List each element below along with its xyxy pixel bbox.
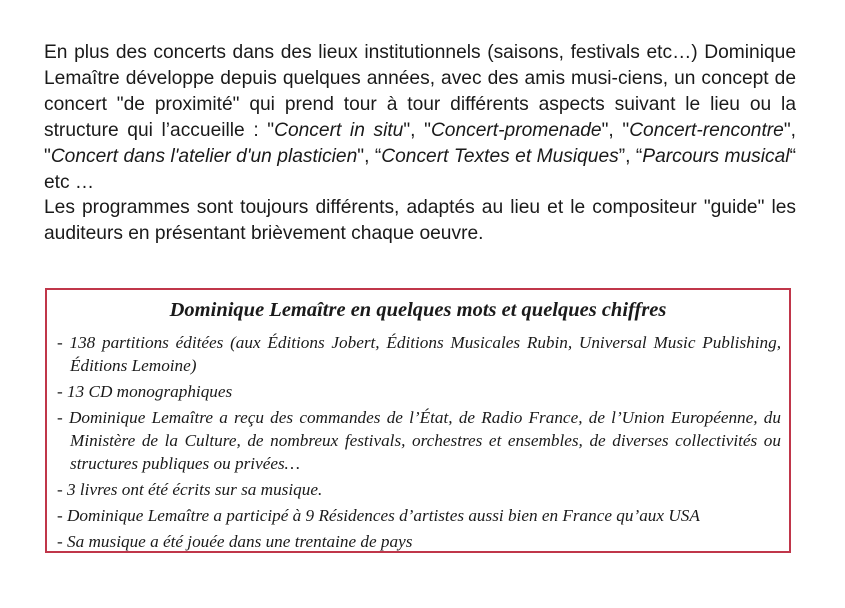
facts-box <box>45 288 791 553</box>
concert-type-rencontre: Concert-rencontre <box>629 119 784 141</box>
intro-paragraph-2: Les programmes sont toujours différents, adaptés au lieu et le compositeur "guide" les auditeurs en présentant brièvement chaque oeuvre. <box>44 197 796 245</box>
separator: ", " <box>44 119 796 167</box>
list-item: - Dominique Lemaître a participé à 9 Résidences d’artistes aussi bien en France qu’aux USA <box>57 506 700 525</box>
separator: ", “ <box>357 145 382 167</box>
facts-list <box>57 331 781 556</box>
separator: ", " <box>403 119 431 141</box>
list-item: - Dominique Lemaître a reçu des commandes de l’État, de Radio France, de l’Union Européenne, du Ministère de la Culture, de nombreux festivals, orchestres et ensembles, de diverses collectivités ou structures publiques ou privées… <box>57 408 781 473</box>
list-item: - 138 partitions éditées (aux Éditions Jobert, Éditions Musicales Rubin, Universal Music Publishing, Éditions Lemoine) <box>57 333 781 375</box>
list-item: - Sa musique a été jouée dans une trentaine de pays <box>57 532 413 551</box>
separator: ”, “ <box>618 145 643 167</box>
intro-text <box>44 40 796 247</box>
intro-paragraph-1 <box>44 40 796 195</box>
intro-text-run: En plus des concerts dans des lieux institutionnels (saisons, festivals etc…) Dominique Lemaître développe depuis quelques années, avec des amis musi-ciens, un concept de concert "de proximité" qui prend tour à tour différents aspects suivant le lieu ou la structure qui l’accueille : " <box>44 42 796 141</box>
concert-type-in-situ: Concert in situ <box>274 119 404 141</box>
concert-type-promenade: Concert-promenade <box>430 119 602 141</box>
concert-type-atelier: Concert dans l'atelier d'un plasticien <box>50 145 358 167</box>
separator: ", " <box>601 119 630 141</box>
concert-type-parcours: Parcours musical <box>642 145 790 167</box>
list-item: - 13 CD monographiques <box>57 382 233 401</box>
concert-type-textes-musiques: Concert Textes et Musiques <box>381 145 619 167</box>
list-item: - 3 livres ont été écrits sur sa musique. <box>57 480 323 499</box>
separator: “ etc … <box>44 145 796 193</box>
facts-box-title: Dominique Lemaître en quelques mots et quelques chiffres <box>169 299 667 321</box>
